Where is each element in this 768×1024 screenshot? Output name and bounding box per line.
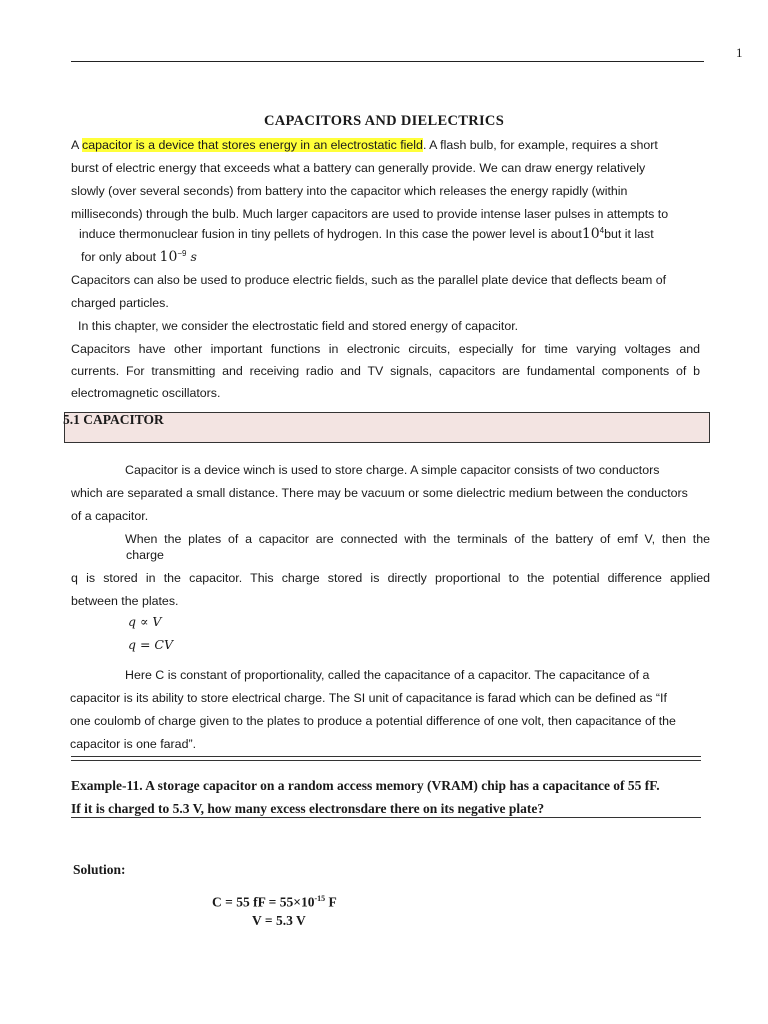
intro-line-1 [71,138,658,152]
solution-voltage: V = 5.3 V [252,913,306,928]
equation-capacitance: q = CV [128,637,174,652]
capacitor-p2-line-1: When the plates of a capacitor are connected with the terminals of the battery of emf V, then the [125,532,710,546]
intro-line-3: slowly (over several seconds) from battery into the capacitor which releases the energy rapidly (within [71,184,628,198]
power-exponent: 4 [599,226,605,235]
power-math: 10 [581,226,600,243]
para2-line-1: Capacitors can also be used to produce electric fields, such as the parallel plate device that deflects beam of [71,273,667,287]
intro-line-6-text: for only about [81,250,160,265]
solution-capacitance-exponent: -15 [314,894,326,903]
intro-line-1-prefix: A [71,138,83,152]
page-number: 1 [736,45,743,60]
capacitor-p2-line-2: charge [126,548,164,562]
double-rule-divider [71,756,701,761]
capacitor-p3-line-4: capacitor is one farad”. [70,737,197,751]
solution-label: Solution: [73,862,126,877]
capacitor-p3-line-1: Here C is constant of proportionality, called the capacitance of a capacitor. The capacitance of a [125,668,650,682]
solution-capacitance-prefix: C = 55 fF = 55×10 [212,894,315,910]
example-line-2: If it is charged to 5.3 V, how many excess electronsdare there on its negative plate? [71,801,545,816]
para4-line-2: currents. For transmitting and receiving radio and TV signals, capacitors are fundamental components of b [71,364,700,378]
header-rule [71,61,704,62]
time-math: 10 [159,249,178,266]
capacitor-p2-line-3: q is stored in the capacitor. This charge stored is directly proportional to the potential difference applied [71,571,710,585]
intro-line-2: burst of electric energy that exceeds what a battery can generally provide. We can draw energy relatively [71,161,646,175]
intro-line-5 [79,226,654,242]
capacitor-p1-line-1: Capacitor is a device winch is used to store charge. A simple capacitor consists of two conductors [125,463,660,477]
section-title: 5.1 CAPACITOR [63,412,164,427]
example-underline [71,817,701,818]
time-exponent: −9 [177,249,187,258]
time-unit: s [186,249,197,265]
para3-line: In this chapter, we consider the electrostatic field and stored energy of capacitor. [78,319,519,333]
capacitor-p1-line-3: of a capacitor. [71,509,149,523]
solution-capacitance-suffix: F [325,894,337,910]
para4-line-1: Capacitors have other important functions in electronic circuits, especially for time varying voltages and [71,342,700,356]
capacitor-p3-line-2: capacitor is its ability to store electrical charge. The SI unit of capacitance is farad which can be defined as “If [70,691,667,705]
page-title: CAPACITORS AND DIELECTRICS [263,113,505,129]
highlighted-definition: capacitor is a device that stores energy in an electrostatic field [82,138,423,152]
example-line-1: Example-11. A storage capacitor on a random access memory (VRAM) chip has a capacitance of 55 fF. [71,778,660,793]
intro-line-1-suffix: . A flash bulb, for example, requires a short [422,138,658,152]
intro-line-5-tail: but it last [604,227,654,242]
capacitor-p2-line-4: between the plates. [71,594,179,608]
capacitor-p1-line-2: which are separated a small distance. There may be vacuum or some dielectric medium between the conductors [71,486,688,500]
equation-proportional: q ∝ V [128,614,162,629]
intro-line-6 [81,249,197,265]
capacitor-p3-line-3: one coulomb of charge given to the plates to produce a potential difference of one volt, then capacitance of the [70,714,676,728]
intro-line-5-text: induce thermonuclear fusion in tiny pellets of hydrogen. In this case the power level is about [79,227,582,242]
para2-line-2: charged particles. [71,296,169,310]
para4-line-3: electromagnetic oscillators. [71,386,221,400]
intro-line-4: milliseconds) through the bulb. Much larger capacitors are used to provide intense laser pulses in attempts to [71,207,669,221]
solution-capacitance [212,894,337,911]
